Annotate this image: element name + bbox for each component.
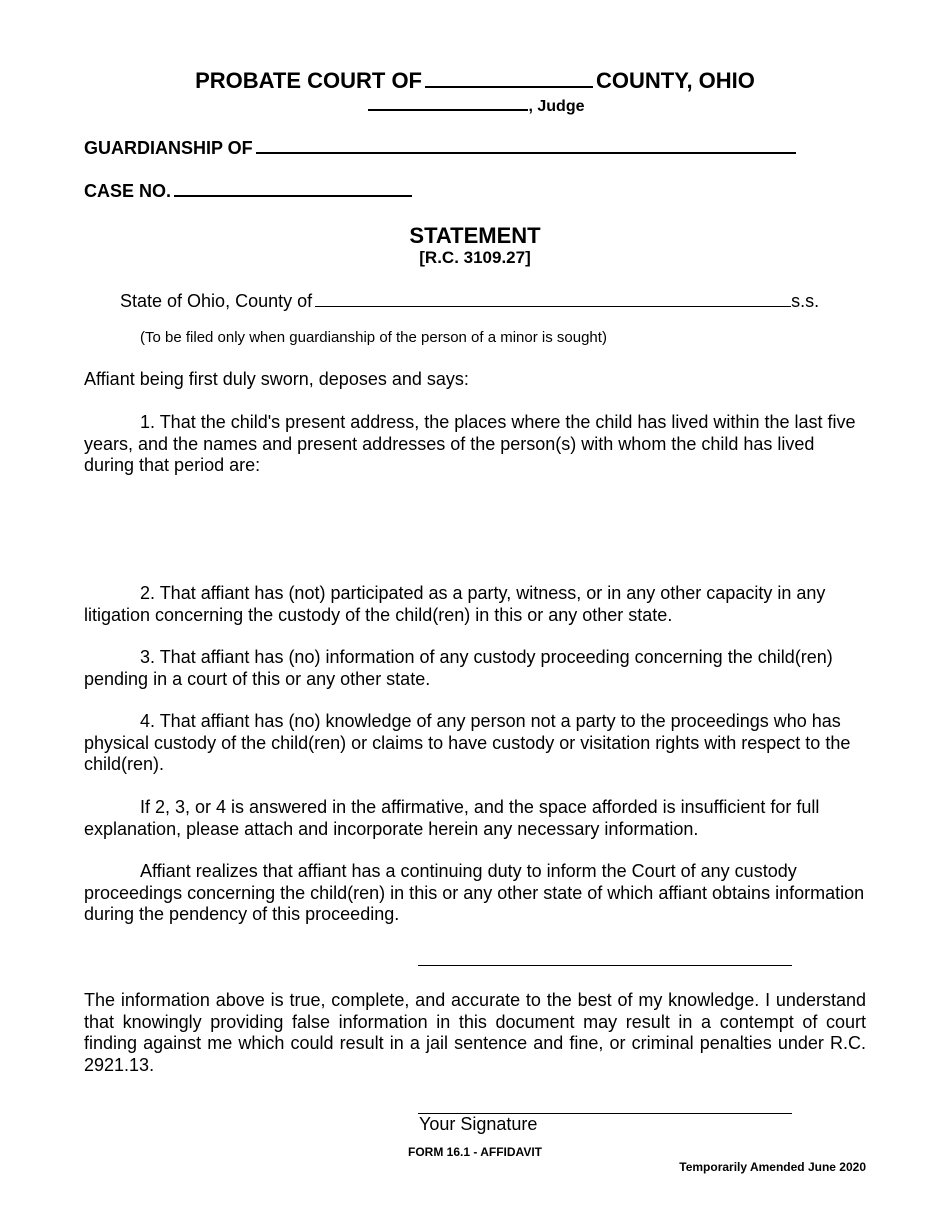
item-1-response-area[interactable] bbox=[84, 480, 866, 580]
document-title: STATEMENT bbox=[409, 223, 541, 248]
affiant-signature-line[interactable] bbox=[418, 965, 792, 966]
case-number-field[interactable] bbox=[174, 179, 412, 197]
case-number-label: CASE NO. bbox=[84, 181, 172, 201]
affirmative-note: If 2, 3, or 4 is answered in the affirmative, and the space afforded is insufficient for full explanation, please attach and incorporate herein any necessary information. bbox=[84, 797, 820, 839]
venue-county-field[interactable] bbox=[315, 290, 791, 307]
court-suffix: COUNTY, OHIO bbox=[596, 68, 755, 93]
certification-text: The information above is true, complete, and accurate to the best of my knowledge. I understand that knowingly providing false information in this document may result in a contempt of court finding against me which could result in a jail sentence and fine, or criminal penalties under R.C. 2921.13. bbox=[84, 990, 866, 1075]
guardianship-label: GUARDIANSHIP OF bbox=[84, 138, 253, 158]
item-1: 1. That the child's present address, the places where the child has lived within the last five years, and the names and present addresses of the person(s) with whom the child has lived during that period are: bbox=[84, 412, 856, 475]
form-id: FORM 16.1 - AFFIDAVIT bbox=[407, 1145, 542, 1159]
judge-line bbox=[0, 96, 950, 116]
intro-text: Affiant being first duly sworn, deposes and says: bbox=[84, 369, 469, 389]
court-prefix: PROBATE COURT OF bbox=[195, 68, 422, 93]
statute-reference: [R.C. 3109.27] bbox=[419, 248, 531, 267]
venue-suffix: s.s. bbox=[791, 291, 820, 311]
county-name-field[interactable] bbox=[425, 70, 593, 88]
venue-prefix: State of Ohio, County of bbox=[120, 291, 313, 311]
judge-name-field[interactable] bbox=[368, 96, 528, 111]
guardianship-row bbox=[84, 136, 799, 159]
venue-row bbox=[120, 290, 819, 312]
guardianship-name-field[interactable] bbox=[256, 136, 796, 154]
item-4: 4. That affiant has (no) knowledge of any person not a party to the proceedings who has physical custody of the child(ren) or claims to have custody or visitation rights with respect to the child(ren). bbox=[84, 711, 851, 774]
item-3: 3. That affiant has (no) information of any custody proceeding concerning the child(ren) pending in a court of this or any other state. bbox=[84, 647, 833, 689]
filing-note: (To be filed only when guardianship of the person of a minor is sought) bbox=[140, 329, 607, 346]
judge-suffix: , Judge bbox=[528, 98, 585, 115]
signature-label: Your Signature bbox=[419, 1114, 538, 1134]
case-number-row bbox=[84, 179, 415, 202]
court-title bbox=[0, 68, 950, 94]
item-2: 2. That affiant has (not) participated as a party, witness, or in any other capacity in any litigation concerning the custody of the child(ren) in this or any other state. bbox=[84, 583, 826, 625]
continuing-duty: Affiant realizes that affiant has a continuing duty to inform the Court of any custody proceedings concerning the child(ren) in this or any other state of which affiant obtains information during the pendency of this proceeding. bbox=[84, 861, 865, 924]
amended-date: Temporarily Amended June 2020 bbox=[679, 1160, 866, 1174]
